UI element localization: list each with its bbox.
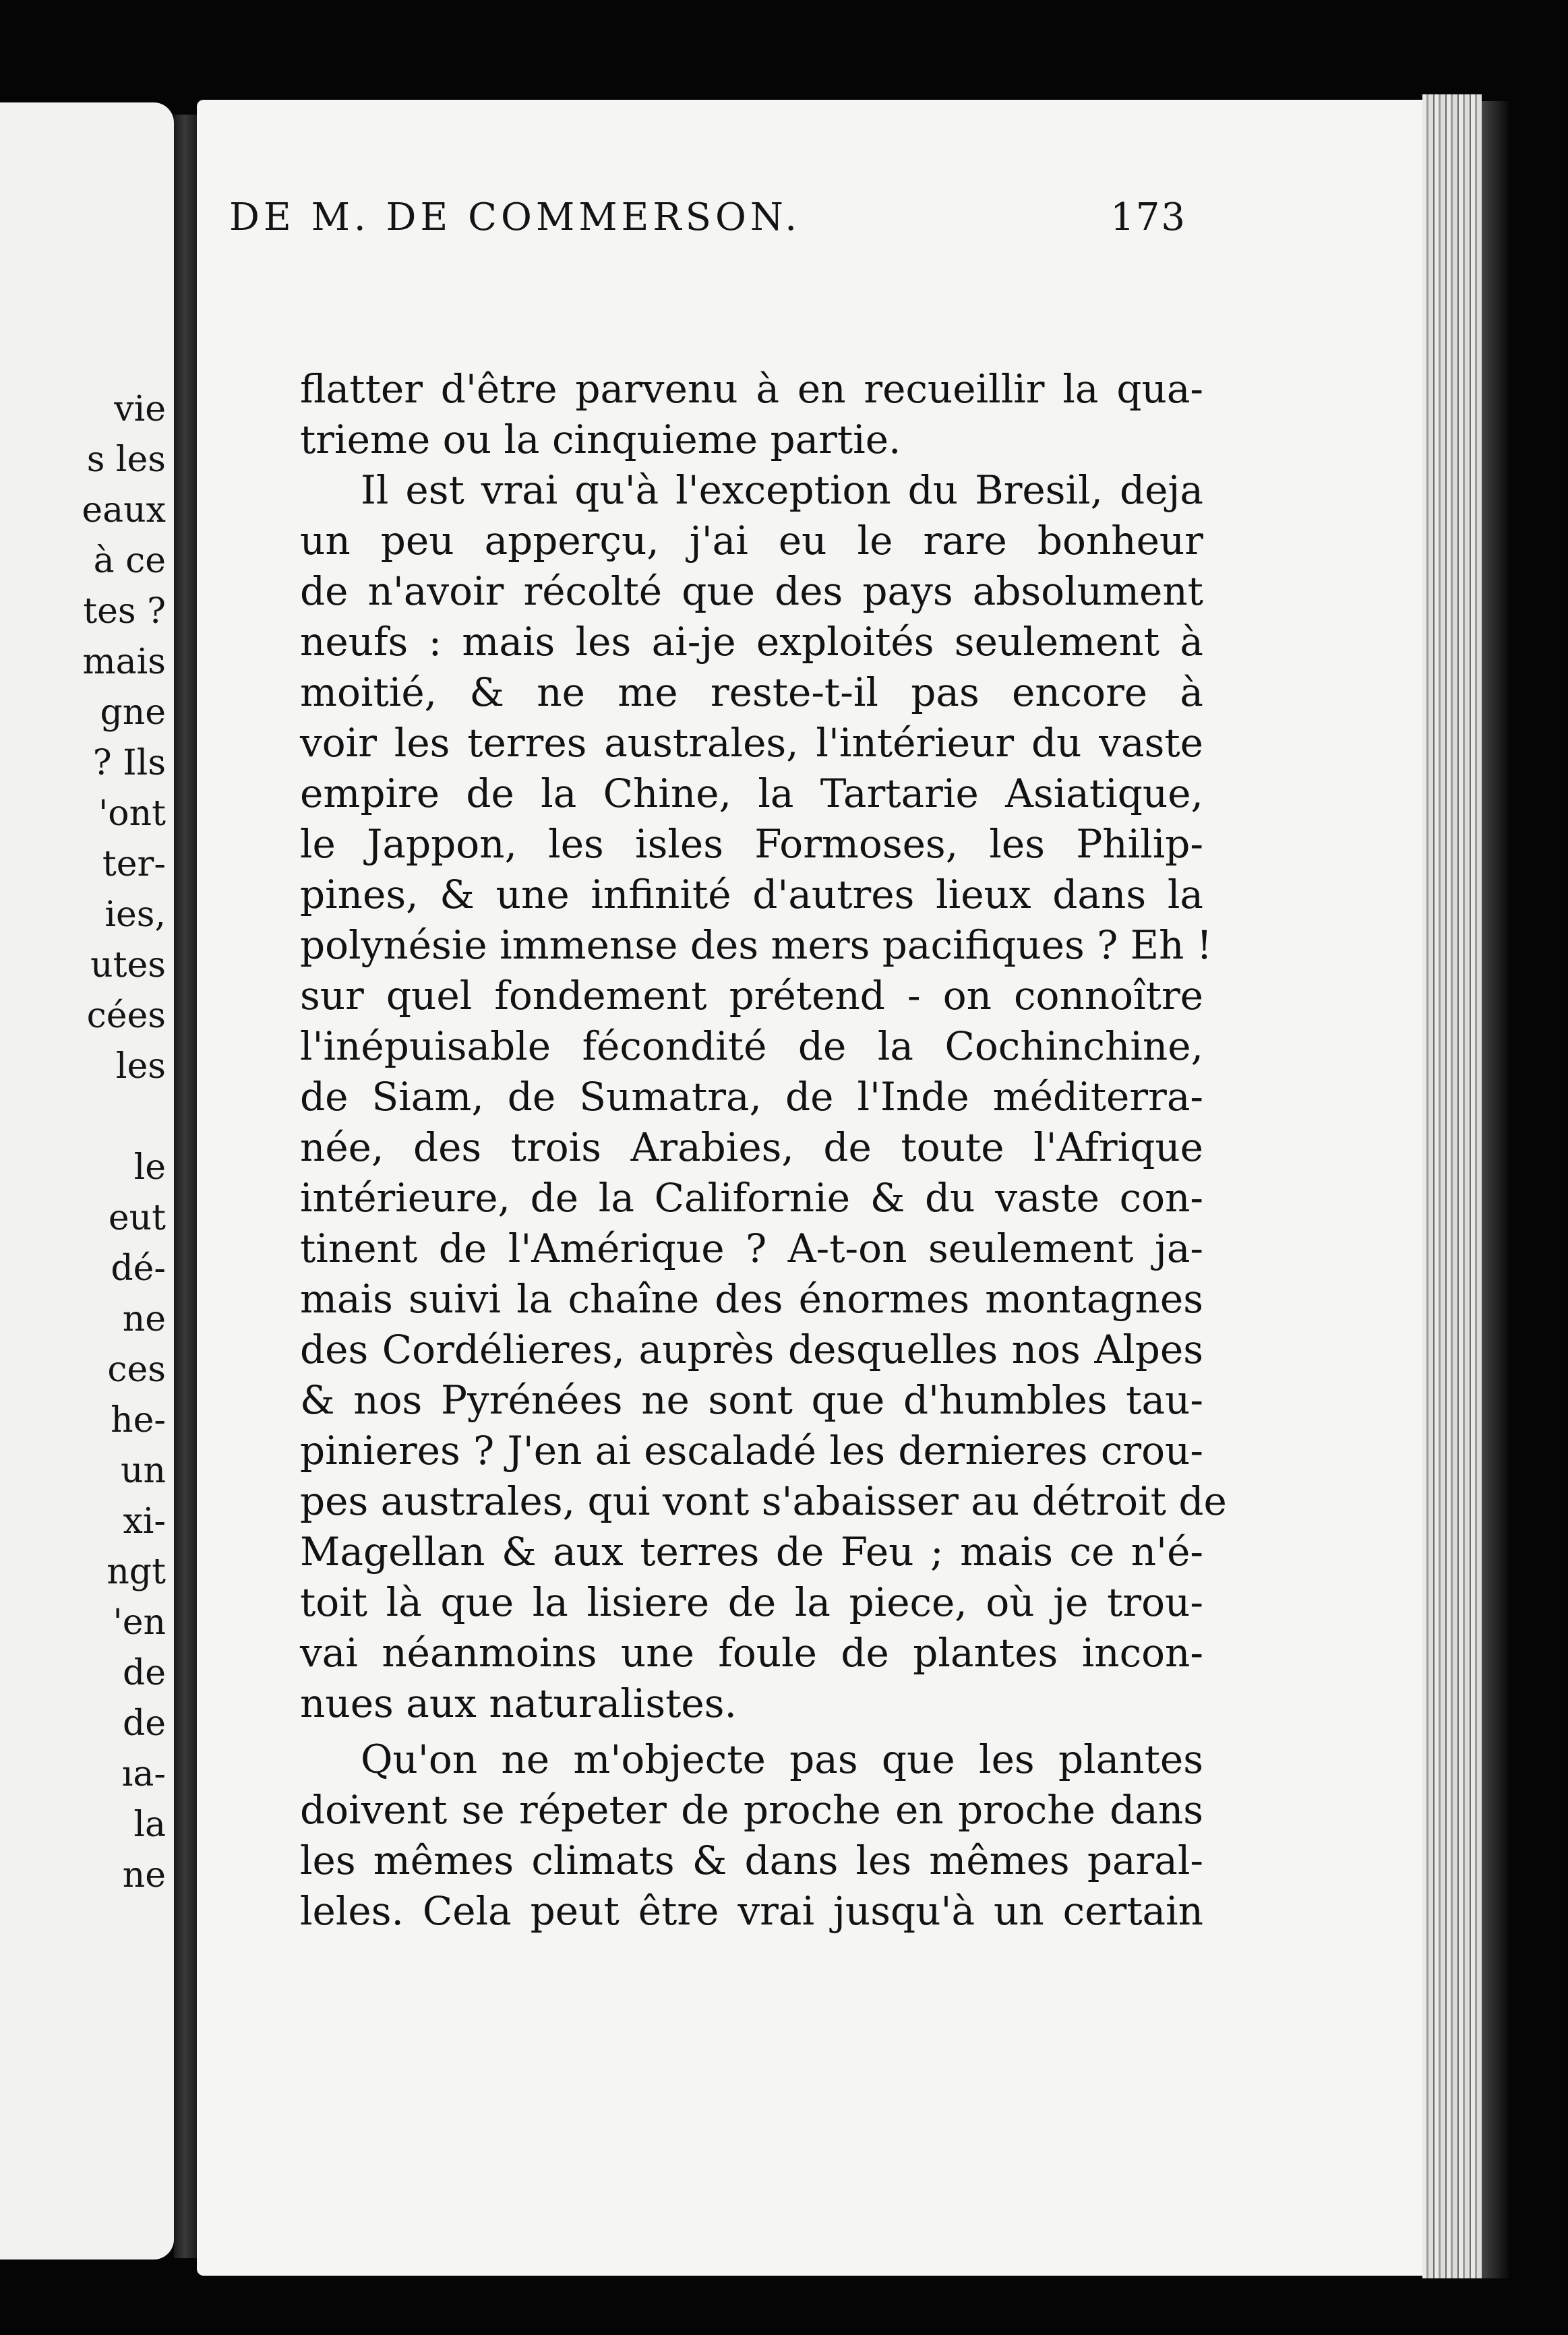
left-page-fragment: dé- (111, 1248, 166, 1289)
left-page-fragment: ne (122, 1299, 166, 1339)
page-edges (1422, 94, 1482, 2278)
text-line: le Jappon, les isles Formoses, les Philip- (300, 821, 1203, 867)
left-page-fragment: cées (86, 996, 166, 1036)
left-page-fragment: 'ont (98, 793, 166, 834)
text-line: trieme ou la cinquieme partie. (300, 417, 901, 462)
text-line: nues aux naturalistes. (300, 1680, 737, 1726)
left-page-fragment: he- (111, 1400, 166, 1441)
text-line: pinieres ? J'en ai escaladé les dernieres crou- (300, 1428, 1203, 1474)
page-edge-shadow (1482, 101, 1509, 2278)
text-line: vai néanmoins une foule de plantes incon- (300, 1630, 1203, 1676)
text-line: de n'avoir récolté que des pays absolument (300, 568, 1203, 614)
body-text (300, 364, 1227, 1937)
left-page-fragment: xi- (123, 1501, 166, 1542)
left-page-fragment: de (122, 1653, 166, 1693)
text-line: moitié, & ne me reste-t-il pas encore à (300, 669, 1203, 715)
text-line: & nos Pyrénées ne sont que d'humbles tau- (300, 1377, 1203, 1423)
text-line: née, des trois Arabies, de toute l'Afrique (300, 1124, 1203, 1170)
text-line: Il est vrai qu'à l'exception du Bresil, deja (361, 467, 1203, 513)
left-page-fragment: à ce (93, 541, 166, 581)
left-page-fragment: utes (90, 945, 166, 985)
text-line: leles. Cela peut être vrai jusqu'à un certain (300, 1888, 1203, 1934)
text-line: polynésie immense des mers pacifiques ? Eh ! (300, 922, 1213, 968)
text-line: flatter d'être parvenu à en recueillir la qua- (300, 366, 1203, 412)
left-page-fragment: ter- (102, 844, 166, 884)
left-page-fragment: eaux (82, 490, 166, 530)
left-facing-page (0, 102, 174, 2260)
left-page-fragment: ngt (107, 1552, 166, 1592)
text-line: pines, & une infinité d'autres lieux dans la (300, 872, 1203, 917)
text-line: doivent se répeter de proche en proche dans (300, 1787, 1203, 1833)
left-page-fragment: ıa- (121, 1754, 166, 1794)
text-line: des Cordélieres, auprès desquelles nos Alpes (300, 1327, 1203, 1372)
left-page-fragment: la (133, 1805, 166, 1845)
text-line: sur quel fondement prétend - on connoître (300, 973, 1203, 1019)
text-line: empire de la Chine, la Tartarie Asiatique, (300, 770, 1203, 816)
left-page-fragment: s les (86, 439, 166, 480)
left-page-fragment: un (121, 1451, 166, 1491)
left-page-fragment: tes ? (83, 591, 166, 632)
left-page-fragment: gne (100, 692, 166, 733)
text-line: Magellan & aux terres de Feu ; mais ce n'é- (300, 1529, 1203, 1575)
text-line: mais suivi la chaîne des énormes montagnes (300, 1276, 1203, 1322)
text-line: pes australes, qui vont s'abaisser au détroit de (300, 1478, 1227, 1524)
left-page-fragment: mais (82, 642, 166, 682)
left-page-fragment: eut (108, 1198, 166, 1238)
left-page-fragment: vie (114, 389, 166, 429)
left-page-fragment: ne (122, 1855, 166, 1896)
text-line: neufs : mais les ai-je exploités seulement à (300, 619, 1203, 665)
text-line: les mêmes climats & dans les mêmes paral- (300, 1838, 1203, 1883)
left-page-fragment: ies, (104, 894, 166, 935)
left-page-fragment: ? Ils (92, 743, 166, 783)
text-line: intérieure, de la Californie & du vaste con- (300, 1175, 1203, 1221)
left-page-fragment: ces (107, 1350, 166, 1390)
text-line: de Siam, de Sumatra, de l'Inde méditerra- (300, 1074, 1203, 1120)
text-line: voir les terres australes, l'intérieur du vaste (300, 720, 1203, 766)
text-line: tinent de l'Amérique ? A-t-on seulement ja- (300, 1225, 1203, 1271)
page-number: 173 (1110, 195, 1186, 239)
running-head (229, 181, 1186, 255)
text-line: un peu apperçu, j'ai eu le rare bonheur (300, 518, 1203, 564)
left-page-fragment: 'en (113, 1602, 166, 1643)
running-head-title: DE M. DE COMMERSON. (229, 195, 802, 239)
left-page-fragment: de (122, 1703, 166, 1744)
text-line: l'inépuisable fécondité de la Cochinchine, (300, 1023, 1203, 1069)
left-page-fragment: le (133, 1147, 166, 1188)
left-page-fragment: les (115, 1046, 166, 1087)
text-line: Qu'on ne m'objecte pas que les plantes (361, 1736, 1203, 1782)
text-line: toit là que la lisiere de la piece, où je trou- (300, 1579, 1203, 1625)
